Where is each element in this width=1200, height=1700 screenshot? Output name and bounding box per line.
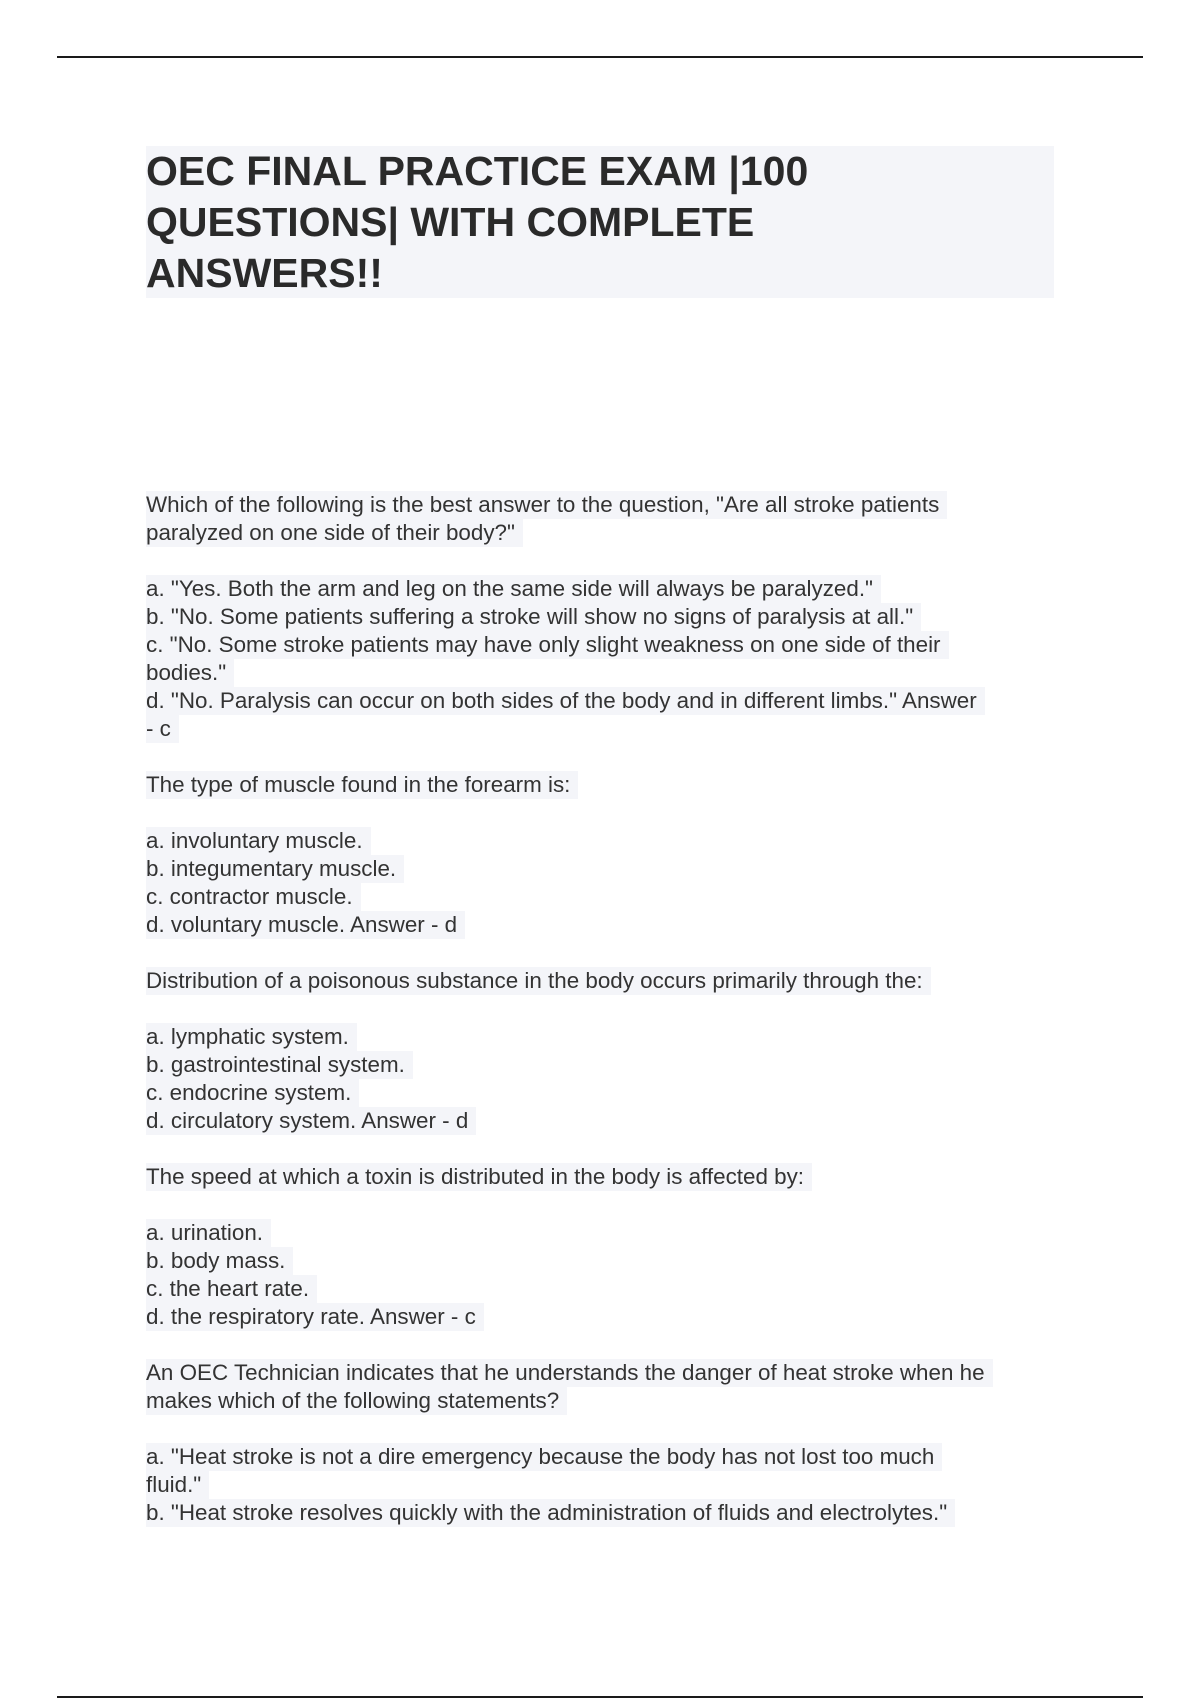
answer-option: a. involuntary muscle. (146, 827, 371, 855)
answer-option: d. "No. Paralysis can occur on both sides of the body and in different limbs." Answer (146, 687, 985, 715)
answer-option: c. contractor muscle. (146, 883, 361, 911)
question-stem: The type of muscle found in the forearm is: (146, 771, 578, 799)
title-line: QUESTIONS| WITH COMPLETE (146, 199, 755, 245)
answer-option: b. integumentary muscle. (146, 855, 404, 883)
answer-option: c. the heart rate. (146, 1275, 317, 1303)
page-title (146, 146, 1054, 299)
title-line: ANSWERS!! (146, 250, 383, 296)
answer-option: b. gastrointestinal system. (146, 1051, 413, 1079)
answer-option: c. "No. Some stroke patients may have only slight weakness on one side of their (146, 631, 949, 659)
question-block (146, 771, 1066, 939)
question-stem: An OEC Technician indicates that he understands the danger of heat stroke when he (146, 1359, 993, 1387)
questions-list (146, 491, 1066, 1555)
header-rule (57, 56, 1143, 58)
answer-option: d. voluntary muscle. Answer - d (146, 911, 465, 939)
question-stem: paralyzed on one side of their body?" (146, 519, 523, 547)
footer-rule (57, 1696, 1143, 1698)
answer-option: c. endocrine system. (146, 1079, 359, 1107)
answer-option: a. "Yes. Both the arm and leg on the same side will always be paralyzed." (146, 575, 881, 603)
answer-option: - c (146, 715, 179, 743)
question-block (146, 967, 1066, 1135)
question-stem: Distribution of a poisonous substance in the body occurs primarily through the: (146, 967, 931, 995)
title-line: OEC FINAL PRACTICE EXAM |100 (146, 148, 809, 194)
answer-option: b. body mass. (146, 1247, 293, 1275)
question-block (146, 1359, 1066, 1527)
answer-option: d. circulatory system. Answer - d (146, 1107, 476, 1135)
question-block (146, 491, 1066, 743)
answer-option: fluid." (146, 1471, 209, 1499)
question-stem: makes which of the following statements? (146, 1387, 567, 1415)
title-block (146, 146, 1054, 298)
question-stem: The speed at which a toxin is distributed in the body is affected by: (146, 1163, 812, 1191)
answer-option: a. urination. (146, 1219, 271, 1247)
answer-option: b. "Heat stroke resolves quickly with the administration of fluids and electrolytes." (146, 1499, 955, 1527)
answer-option: a. lymphatic system. (146, 1023, 357, 1051)
answer-option: b. "No. Some patients suffering a stroke will show no signs of paralysis at all." (146, 603, 921, 631)
answer-option: d. the respiratory rate. Answer - c (146, 1303, 484, 1331)
answer-option: a. "Heat stroke is not a dire emergency because the body has not lost too much (146, 1443, 942, 1471)
question-block (146, 1163, 1066, 1331)
question-stem: Which of the following is the best answer to the question, "Are all stroke patients (146, 491, 947, 519)
answer-option: bodies." (146, 659, 234, 687)
